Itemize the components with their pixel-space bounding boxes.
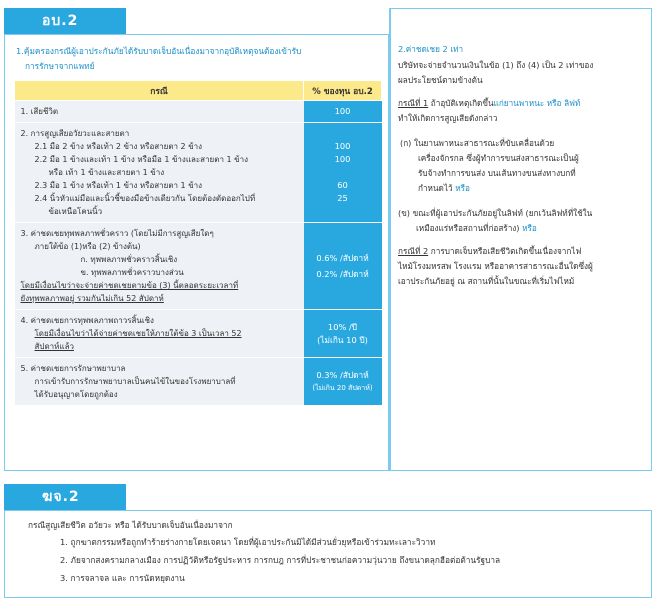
row-loss-of-limbs: 2. การสูญเสียอวัยวะและสายตา 2.1 มือ 2 ข้าง หรือเท้า 2 ข้าง หรือสายตา 2 ข้าง 2.2 มือ 1 ข้างและเท้า 1 ข้าง หรือมือ 1 ข้างและสายตา 1 ข้าง หรือ เท้า 1 ข้างและสายตา 1 ข้าง 2.3 มือ 1 ข้าง หรือเท้า 1 ข้าง หรือสายตา 1 ข้าง 2.4 นิ้วหัวแม่มือและนิ้วชี้ของมือข้างเดียวกัน โดยต้องตัดออกไปที่ ข้อเหนือโคนนิ้ว [15, 123, 304, 223]
row-death-label: 1. เสียชีวิต [15, 101, 304, 123]
tab-ob2: อบ.2 [4, 8, 126, 34]
case-1-item-b: (ข) ขณะที่ผู้เอาประกันภัยอยู่ในลิฟท์ (ยกเว้นลิฟท์ที่ใช้ใน เหมืองแร่หรือสถานที่ก่อสร้าง) หรือ [398, 208, 593, 233]
row-loss-of-limbs-values: 100 100 60 25 [304, 123, 382, 223]
row-medical-treatment-values: 0.3% /สัปดาห์ (ไม่เกิน 20 สัปดาห์) [304, 358, 382, 406]
list-item: 2. ภัยจากสงครามกลางเมือง การปฏิวัติหรือรัฐประหาร การกบฎ การที่ประชาชนก่อความวุ่นวาย ถึงขนาดลุกฮือต่อต้านรัฐบาล [60, 555, 501, 565]
table-row [15, 223, 382, 310]
table-row [15, 123, 382, 223]
row-permanent-disability-values: 10% /ปี (ไม่เกิน 10 ปี) [304, 310, 382, 358]
case-1-item-a: (ก) ในยานพาหนะสาธารณะที่ขับเคลื่อนด้วย เครื่องจักรกล ซึ่งผู้ทำการขนส่งสาธารณะเป็นผู้ รับจ้างทำการขนส่ง บนเส้นทางขนส่งทางบกที่ กำหนดไว้ หรือ [400, 138, 579, 193]
row-temporary-disability-values: 0.6% /สัปดาห์ 0.2% /สัปดาห์ [304, 223, 382, 310]
case-1-text: กรณีที่ 1 ถ้าอุบัติเหตุเกิดขึ้นแก่ยานพาหนะ หรือ ลิฟท์ ทำให้เกิดการสูญเสียดังกล่าว [398, 98, 581, 123]
row-medical-treatment: 5. ค่าชดเชยการรักษาพยาบาล การเข้ารับการรักษาพยาบาลเป็นคนไข้ในของโรงพยาบาลที่ ได้รับอนุญาตโดยถูกต้อง [15, 358, 304, 406]
table-row [15, 101, 382, 123]
case-1-label: กรณีที่ 1 [398, 98, 429, 108]
col-header-case: กรณี [15, 81, 304, 101]
case-2-label: กรณีที่ 2 [398, 246, 429, 256]
table-row [15, 310, 382, 358]
double-compensation-intro: บริษัทจะจ่ายจำนวนเงินในข้อ (1) ถึง (4) เป็น 2 เท่าของ ผลประโยชน์ตามข้างต้น [398, 60, 594, 85]
double-compensation-heading: 2.ค่าชดเชย 2 เท่า [398, 44, 464, 54]
coverage-heading: 1.คุ้มครองกรณีผู้เอาประกันภัยได้รับบาดเจ็บอันเนื่องมาจากอุบัติเหตุจนต้องเข้ารับ การรักษาจากแพทย์ [16, 46, 302, 71]
list-item: 1. ถูกฆาตกรรมหรือถูกทำร้ายร่างกายโดยเจตนา โดยที่ผู้เอาประกันมิได้มีส่วนยั่วยุหรือเข้าร่วมทะเลาะวิวาท [60, 537, 436, 547]
row-permanent-disability: 4. ค่าชดเชยการทุพพลภาพถาวรสิ้นเชิง โดยมีเงื่อนไขว่าได้จ่ายค่าชดเชยให้ภายใต้ข้อ 3 เป็นเวลา 52 สัปดาห์แล้ว [15, 310, 304, 358]
table-row [15, 358, 382, 406]
murder-assault-heading: กรณีสูญเสียชีวิต อวัยวะ หรือ ได้รับบาดเจ็บอันเนื่องมาจาก [28, 520, 233, 530]
case-2-text: กรณีที่ 2 การบาดเจ็บหรือเสียชีวิตเกิดขึ้นเนื่องจากไฟ ไหม้โรงมหรสพ โรงแรม หรืออาคารสาธารณะอื่นใดซึ่งผู้ เอาประกันภัยอยู่ ณ สถานที่นั้นในขณะที่เริ่มไฟไหม้ [398, 246, 593, 286]
row-temporary-disability: 3. ค่าชดเชยทุพพลภาพชั่วคราว (โดยไม่มีการสูญเสียใดๆ ภายใต้ข้อ (1)หรือ (2) ข้างต้น) ก. ทุพพลภาพชั่วคราวสิ้นเชิง ข. ทุพพลภาพชั่วคราวบางส่วน โดยมีเงื่อนไขว่าจะจ่ายค่าชดเชยตามข้อ (3) นี้ตลอดระยะเวลาที่ ยังทุพพลภาพอยู่ รวมกันไม่เกิน 52 สัปดาห์ [15, 223, 304, 310]
col-header-percent: % ของทุน อบ.2 [304, 81, 382, 101]
row-death-value: 100 [304, 101, 382, 123]
tab-kj2: ฆจ.2 [4, 484, 126, 510]
coverage-table [14, 80, 382, 406]
list-item: 3. การจลาจล และ การนัดหยุดงาน [60, 573, 185, 583]
